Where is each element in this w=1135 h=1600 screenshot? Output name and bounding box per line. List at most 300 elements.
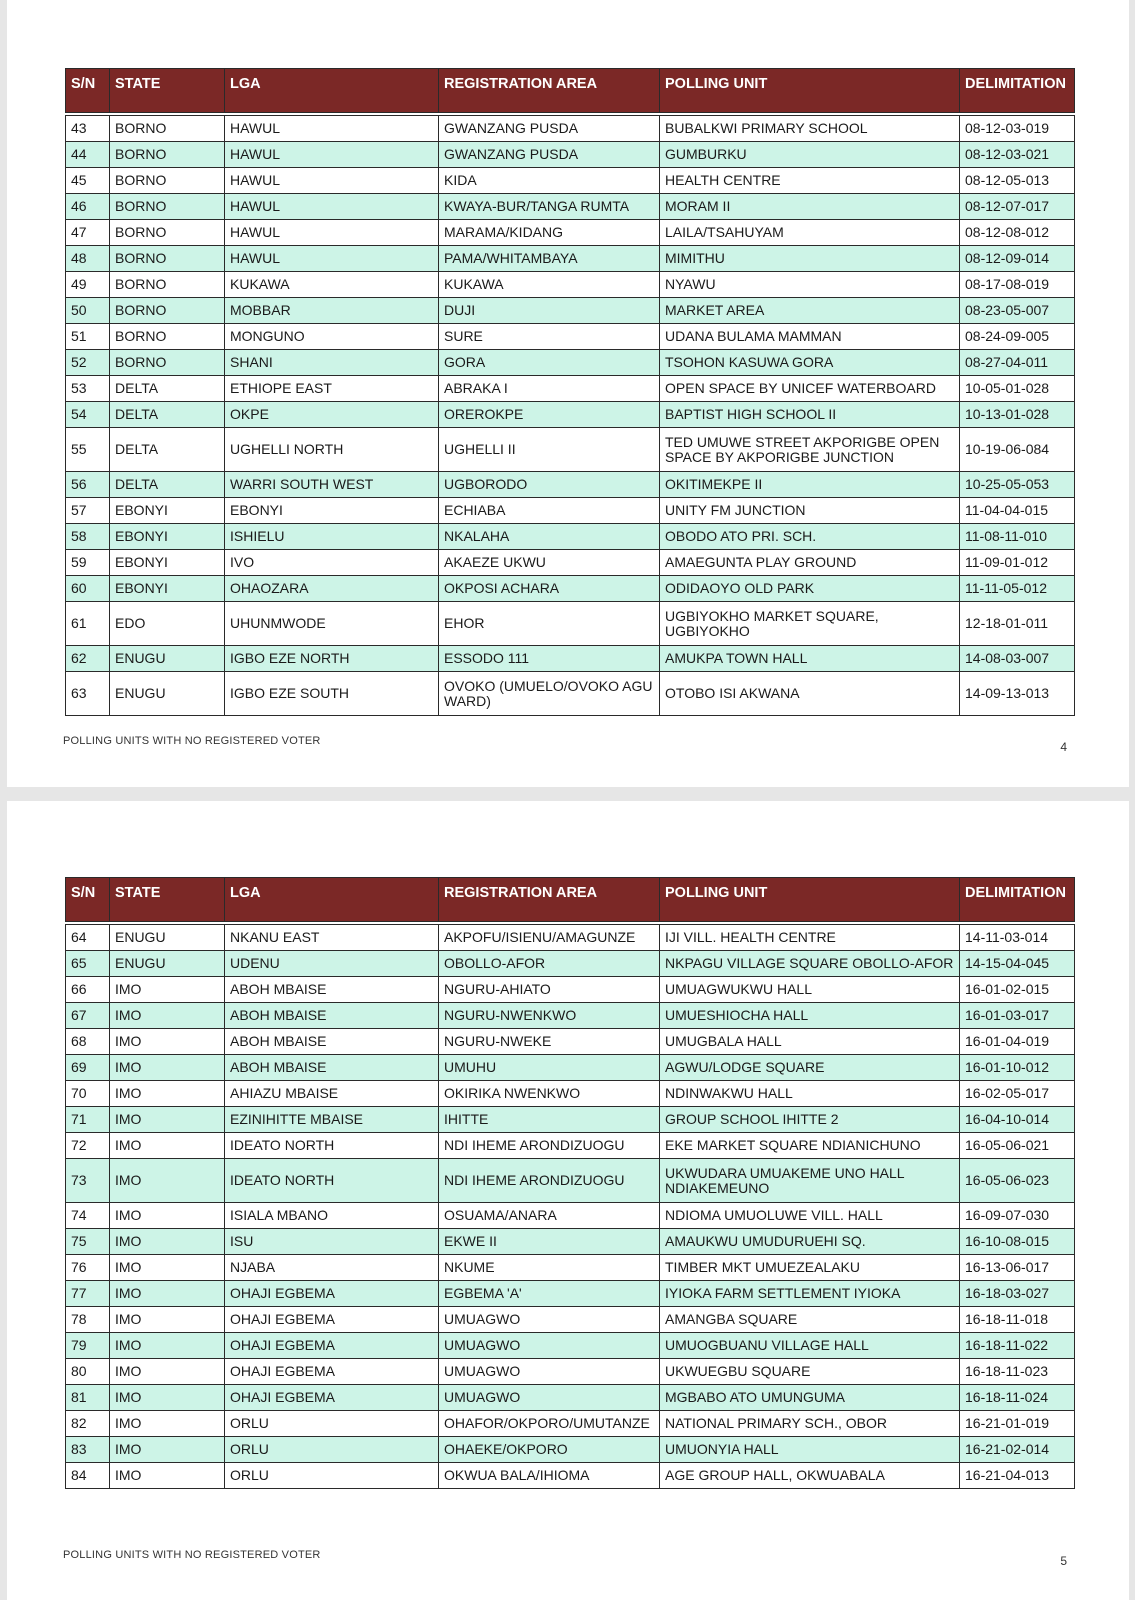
col-registration-area: OVOKO (UMUELO/OVOKO AGU WARD) [439,672,660,716]
col-sn: 70 [66,1081,110,1107]
col-registration-area: EKWE II [439,1229,660,1255]
col-sn: 83 [66,1437,110,1463]
col-lga: ISIALA MBANO [225,1203,439,1229]
col-polling-unit: UDANA BULAMA MAMMAN [660,324,960,350]
col-sn: 47 [66,220,110,246]
table-row [66,524,1075,550]
col-state: IMO [110,1055,225,1081]
col-registration-area: ECHIABA [439,498,660,524]
col-polling-unit: AMUKPA TOWN HALL [660,646,960,672]
header-delimitation: DELIMITATION [960,878,1075,922]
col-sn: 69 [66,1055,110,1081]
col-sn: 55 [66,428,110,472]
col-state: IMO [110,1229,225,1255]
col-polling-unit: OBODO ATO PRI. SCH. [660,524,960,550]
col-sn: 74 [66,1203,110,1229]
polling-units-table [65,877,1075,1489]
col-delimitation: 16-10-08-015 [960,1229,1075,1255]
col-polling-unit: AMAUKWU UMUDURUEHI SQ. [660,1229,960,1255]
col-lga: UDENU [225,951,439,977]
col-registration-area: AKPOFU/ISIENU/AMAGUNZE [439,925,660,951]
col-registration-area: GWANZANG PUSDA [439,116,660,142]
col-polling-unit: AGWU/LODGE SQUARE [660,1055,960,1081]
header-state: STATE [110,878,225,922]
col-registration-area: OSUAMA/ANARA [439,1203,660,1229]
col-polling-unit: NYAWU [660,272,960,298]
col-delimitation: 16-18-11-018 [960,1307,1075,1333]
col-delimitation: 08-24-09-005 [960,324,1075,350]
col-sn: 59 [66,550,110,576]
col-polling-unit: MORAM II [660,194,960,220]
col-state: ENUGU [110,672,225,716]
col-state: IMO [110,1029,225,1055]
col-delimitation: 16-02-05-017 [960,1081,1075,1107]
col-delimitation: 08-12-03-019 [960,116,1075,142]
col-registration-area: NKALAHA [439,524,660,550]
col-polling-unit: LAILA/TSAHUYAM [660,220,960,246]
col-registration-area: UGHELLI II [439,428,660,472]
col-polling-unit: NDIOMA UMUOLUWE VILL. HALL [660,1203,960,1229]
col-lga: ISHIELU [225,524,439,550]
table-row [66,220,1075,246]
col-polling-unit: MGBABO ATO UMUNGUMA [660,1385,960,1411]
col-polling-unit: TIMBER MKT UMUEZEALAKU [660,1255,960,1281]
col-sn: 44 [66,142,110,168]
table-row [66,298,1075,324]
col-registration-area: KUKAWA [439,272,660,298]
col-registration-area: OBOLLO-AFOR [439,951,660,977]
col-lga: ABOH MBAISE [225,1029,439,1055]
col-sn: 72 [66,1133,110,1159]
col-state: IMO [110,1333,225,1359]
table-row [66,1003,1075,1029]
table-row [66,1281,1075,1307]
table-row [66,602,1075,646]
col-state: IMO [110,1463,225,1489]
col-polling-unit: UGBIYOKHO MARKET SQUARE, UGBIYOKHO [660,602,960,646]
col-delimitation: 14-15-04-045 [960,951,1075,977]
col-sn: 84 [66,1463,110,1489]
col-registration-area: IHITTE [439,1107,660,1133]
col-registration-area: UMUAGWO [439,1333,660,1359]
table-row [66,1359,1075,1385]
col-delimitation: 16-21-02-014 [960,1437,1075,1463]
col-lga: HAWUL [225,194,439,220]
table-row [66,1107,1075,1133]
col-polling-unit: BUBALKWI PRIMARY SCHOOL [660,116,960,142]
col-delimitation: 08-12-05-013 [960,168,1075,194]
col-sn: 56 [66,472,110,498]
col-delimitation: 16-05-06-021 [960,1133,1075,1159]
col-delimitation: 16-21-01-019 [960,1411,1075,1437]
col-lga: IGBO EZE NORTH [225,646,439,672]
col-state: BORNO [110,194,225,220]
col-delimitation: 10-25-05-053 [960,472,1075,498]
col-registration-area: AKAEZE UKWU [439,550,660,576]
col-registration-area: GORA [439,350,660,376]
col-state: EBONYI [110,498,225,524]
col-lga: IVO [225,550,439,576]
col-lga: HAWUL [225,168,439,194]
col-lga: AHIAZU MBAISE [225,1081,439,1107]
col-state: BORNO [110,116,225,142]
col-sn: 77 [66,1281,110,1307]
table-header-row [66,878,1075,922]
col-polling-unit: ODIDAOYO OLD PARK [660,576,960,602]
col-lga: ABOH MBAISE [225,1055,439,1081]
col-state: EBONYI [110,550,225,576]
col-polling-unit: MIMITHU [660,246,960,272]
col-lga: UHUNMWODE [225,602,439,646]
col-polling-unit: UMUGBALA HALL [660,1029,960,1055]
col-lga: MOBBAR [225,298,439,324]
table-row [66,977,1075,1003]
table-row [66,1333,1075,1359]
col-polling-unit: UKWUEGBU SQUARE [660,1359,960,1385]
col-delimitation: 11-09-01-012 [960,550,1075,576]
table-header-row [66,69,1075,113]
col-lga: IDEATO NORTH [225,1159,439,1203]
col-lga: KUKAWA [225,272,439,298]
col-polling-unit: UMUOGBUANU VILLAGE HALL [660,1333,960,1359]
table-row [66,246,1075,272]
col-polling-unit: NATIONAL PRIMARY SCH., OBOR [660,1411,960,1437]
col-sn: 52 [66,350,110,376]
col-state: BORNO [110,246,225,272]
col-delimitation: 16-18-11-024 [960,1385,1075,1411]
col-delimitation: 16-04-10-014 [960,1107,1075,1133]
table-row [66,1081,1075,1107]
col-sn: 46 [66,194,110,220]
table-row [66,498,1075,524]
col-state: BORNO [110,168,225,194]
col-delimitation: 16-09-07-030 [960,1203,1075,1229]
col-polling-unit: AMANGBA SQUARE [660,1307,960,1333]
col-polling-unit: UKWUDARA UMUAKEME UNO HALL NDIAKEMEUNO [660,1159,960,1203]
col-sn: 73 [66,1159,110,1203]
col-delimitation: 16-18-11-022 [960,1333,1075,1359]
col-state: IMO [110,1411,225,1437]
col-delimitation: 08-12-08-012 [960,220,1075,246]
table-row [66,925,1075,951]
col-state: IMO [110,1081,225,1107]
col-delimitation: 08-12-03-021 [960,142,1075,168]
col-state: DELTA [110,376,225,402]
col-sn: 67 [66,1003,110,1029]
col-delimitation: 10-05-01-028 [960,376,1075,402]
col-state: DELTA [110,472,225,498]
col-state: IMO [110,1385,225,1411]
col-registration-area: ABRAKA I [439,376,660,402]
col-polling-unit: TED UMUWE STREET AKPORIGBE OPEN SPACE BY AKPORIGBE JUNCTION [660,428,960,472]
table-row [66,1255,1075,1281]
col-polling-unit: OKITIMEKPE II [660,472,960,498]
col-state: IMO [110,1255,225,1281]
col-polling-unit: TSOHON KASUWA GORA [660,350,960,376]
col-sn: 82 [66,1411,110,1437]
col-sn: 68 [66,1029,110,1055]
col-delimitation: 08-12-09-014 [960,246,1075,272]
col-lga: OHAJI EGBEMA [225,1307,439,1333]
col-state: BORNO [110,324,225,350]
table-row [66,672,1075,716]
col-sn: 43 [66,116,110,142]
header-polling-unit: POLLING UNIT [660,69,960,113]
table-row [66,428,1075,472]
col-registration-area: UGBORODO [439,472,660,498]
col-polling-unit: UMUESHIOCHA HALL [660,1003,960,1029]
polling-units-table [65,68,1075,716]
col-lga: OHAJI EGBEMA [225,1281,439,1307]
col-lga: IGBO EZE SOUTH [225,672,439,716]
col-delimitation: 16-21-04-013 [960,1463,1075,1489]
col-lga: UGHELLI NORTH [225,428,439,472]
col-delimitation: 16-13-06-017 [960,1255,1075,1281]
header-state: STATE [110,69,225,113]
col-lga: ORLU [225,1411,439,1437]
col-lga: WARRI SOUTH WEST [225,472,439,498]
col-lga: IDEATO NORTH [225,1133,439,1159]
col-registration-area: EHOR [439,602,660,646]
col-registration-area: MARAMA/KIDANG [439,220,660,246]
col-delimitation: 16-05-06-023 [960,1159,1075,1203]
col-state: EDO [110,602,225,646]
col-delimitation: 16-01-10-012 [960,1055,1075,1081]
col-delimitation: 08-12-07-017 [960,194,1075,220]
col-polling-unit: IYIOKA FARM SETTLEMENT IYIOKA [660,1281,960,1307]
col-delimitation: 14-09-13-013 [960,672,1075,716]
page-number: 4 [1060,740,1067,754]
col-lga: NKANU EAST [225,925,439,951]
col-registration-area: NDI IHEME ARONDIZUOGU [439,1133,660,1159]
col-sn: 79 [66,1333,110,1359]
col-lga: MONGUNO [225,324,439,350]
col-registration-area: GWANZANG PUSDA [439,142,660,168]
col-delimitation: 16-01-04-019 [960,1029,1075,1055]
col-sn: 76 [66,1255,110,1281]
col-registration-area: OHAEKE/OKPORO [439,1437,660,1463]
col-state: IMO [110,1159,225,1203]
col-registration-area: OKWUA BALA/IHIOMA [439,1463,660,1489]
col-state: IMO [110,977,225,1003]
footer-title: POLLING UNITS WITH NO REGISTERED VOTER [63,735,321,747]
col-delimitation: 16-18-11-023 [960,1359,1075,1385]
col-lga: ISU [225,1229,439,1255]
col-lga: EZINIHITTE MBAISE [225,1107,439,1133]
col-delimitation: 11-04-04-015 [960,498,1075,524]
col-state: BORNO [110,350,225,376]
col-polling-unit: OTOBO ISI AKWANA [660,672,960,716]
col-polling-unit: GUMBURKU [660,142,960,168]
col-polling-unit: GROUP SCHOOL IHITTE 2 [660,1107,960,1133]
header-registration-area: REGISTRATION AREA [439,69,660,113]
col-polling-unit: UNITY FM JUNCTION [660,498,960,524]
col-state: IMO [110,1281,225,1307]
col-state: DELTA [110,428,225,472]
col-sn: 61 [66,602,110,646]
col-polling-unit: UMUAGWUKWU HALL [660,977,960,1003]
col-sn: 48 [66,246,110,272]
col-lga: EBONYI [225,498,439,524]
col-sn: 58 [66,524,110,550]
table-row [66,1229,1075,1255]
table-row [66,1055,1075,1081]
col-state: IMO [110,1307,225,1333]
col-state: DELTA [110,402,225,428]
col-registration-area: UMUAGWO [439,1385,660,1411]
col-polling-unit: IJI VILL. HEALTH CENTRE [660,925,960,951]
col-lga: OHAJI EGBEMA [225,1359,439,1385]
table-row [66,1411,1075,1437]
col-registration-area: NKUME [439,1255,660,1281]
col-state: IMO [110,1107,225,1133]
col-sn: 65 [66,951,110,977]
header-sn: S/N [66,69,110,113]
col-sn: 78 [66,1307,110,1333]
header-sn: S/N [66,878,110,922]
col-lga: NJABA [225,1255,439,1281]
col-registration-area: NGURU-NWEKE [439,1029,660,1055]
table-row [66,194,1075,220]
col-delimitation: 08-17-08-019 [960,272,1075,298]
col-lga: ETHIOPE EAST [225,376,439,402]
col-registration-area: EGBEMA 'A' [439,1281,660,1307]
table-row [66,951,1075,977]
col-registration-area: UMUHU [439,1055,660,1081]
col-lga: ORLU [225,1437,439,1463]
document-page-5 [7,801,1129,1600]
col-registration-area: ESSODO 111 [439,646,660,672]
col-lga: HAWUL [225,142,439,168]
table-row [66,646,1075,672]
col-lga: OHAJI EGBEMA [225,1385,439,1411]
col-delimitation: 11-11-05-012 [960,576,1075,602]
col-state: ENUGU [110,951,225,977]
col-sn: 66 [66,977,110,1003]
col-sn: 45 [66,168,110,194]
col-polling-unit: AGE GROUP HALL, OKWUABALA [660,1463,960,1489]
col-sn: 81 [66,1385,110,1411]
col-polling-unit: AMAEGUNTA PLAY GROUND [660,550,960,576]
col-registration-area: DUJI [439,298,660,324]
col-lga: ORLU [225,1463,439,1489]
table-row [66,116,1075,142]
page-number: 5 [1060,1554,1067,1568]
table-row [66,1159,1075,1203]
col-sn: 57 [66,498,110,524]
col-registration-area: NGURU-AHIATO [439,977,660,1003]
col-state: IMO [110,1003,225,1029]
col-state: EBONYI [110,576,225,602]
col-lga: SHANI [225,350,439,376]
col-sn: 63 [66,672,110,716]
col-registration-area: PAMA/WHITAMBAYA [439,246,660,272]
header-lga: LGA [225,69,439,113]
col-delimitation: 14-08-03-007 [960,646,1075,672]
table-row [66,1437,1075,1463]
col-registration-area: UMUAGWO [439,1307,660,1333]
col-lga: ABOH MBAISE [225,977,439,1003]
col-sn: 50 [66,298,110,324]
table-row [66,576,1075,602]
col-polling-unit: NKPAGU VILLAGE SQUARE OBOLLO-AFOR [660,951,960,977]
col-sn: 49 [66,272,110,298]
col-polling-unit: UMUONYIA HALL [660,1437,960,1463]
col-lga: OHAOZARA [225,576,439,602]
table-row [66,1307,1075,1333]
col-delimitation: 08-27-04-011 [960,350,1075,376]
table-row [66,472,1075,498]
col-delimitation: 10-13-01-028 [960,402,1075,428]
col-polling-unit: HEALTH CENTRE [660,168,960,194]
col-registration-area: OREROKPE [439,402,660,428]
col-delimitation: 08-23-05-007 [960,298,1075,324]
table-row [66,272,1075,298]
table-row [66,350,1075,376]
col-polling-unit: EKE MARKET SQUARE NDIANICHUNO [660,1133,960,1159]
col-delimitation: 12-18-01-011 [960,602,1075,646]
col-lga: HAWUL [225,116,439,142]
col-lga: OKPE [225,402,439,428]
col-state: BORNO [110,298,225,324]
header-lga: LGA [225,878,439,922]
col-sn: 51 [66,324,110,350]
col-sn: 80 [66,1359,110,1385]
col-registration-area: OHAFOR/OKPORO/UMUTANZE [439,1411,660,1437]
col-lga: HAWUL [225,246,439,272]
col-state: BORNO [110,142,225,168]
col-registration-area: UMUAGWO [439,1359,660,1385]
header-polling-unit: POLLING UNIT [660,878,960,922]
footer-title: POLLING UNITS WITH NO REGISTERED VOTER [63,1549,321,1561]
col-sn: 60 [66,576,110,602]
col-state: ENUGU [110,925,225,951]
col-polling-unit: OPEN SPACE BY UNICEF WATERBOARD [660,376,960,402]
table-row [66,1385,1075,1411]
col-delimitation: 16-18-03-027 [960,1281,1075,1307]
col-registration-area: SURE [439,324,660,350]
header-delimitation: DELIMITATION [960,69,1075,113]
header-registration-area: REGISTRATION AREA [439,878,660,922]
col-state: BORNO [110,220,225,246]
col-sn: 53 [66,376,110,402]
col-registration-area: OKPOSI ACHARA [439,576,660,602]
col-state: IMO [110,1359,225,1385]
table-row [66,402,1075,428]
col-state: IMO [110,1133,225,1159]
col-delimitation: 16-01-02-015 [960,977,1075,1003]
col-sn: 62 [66,646,110,672]
table-row [66,1029,1075,1055]
col-delimitation: 16-01-03-017 [960,1003,1075,1029]
col-polling-unit: MARKET AREA [660,298,960,324]
table-row [66,324,1075,350]
table-row [66,1133,1075,1159]
col-delimitation: 14-11-03-014 [960,925,1075,951]
table-row [66,142,1075,168]
table-row [66,550,1075,576]
table-row [66,1203,1075,1229]
col-polling-unit: BAPTIST HIGH SCHOOL II [660,402,960,428]
col-state: IMO [110,1437,225,1463]
col-lga: HAWUL [225,220,439,246]
col-sn: 71 [66,1107,110,1133]
col-registration-area: OKIRIKA NWENKWO [439,1081,660,1107]
col-registration-area: NDI IHEME ARONDIZUOGU [439,1159,660,1203]
col-sn: 54 [66,402,110,428]
table-row [66,376,1075,402]
col-registration-area: NGURU-NWENKWO [439,1003,660,1029]
